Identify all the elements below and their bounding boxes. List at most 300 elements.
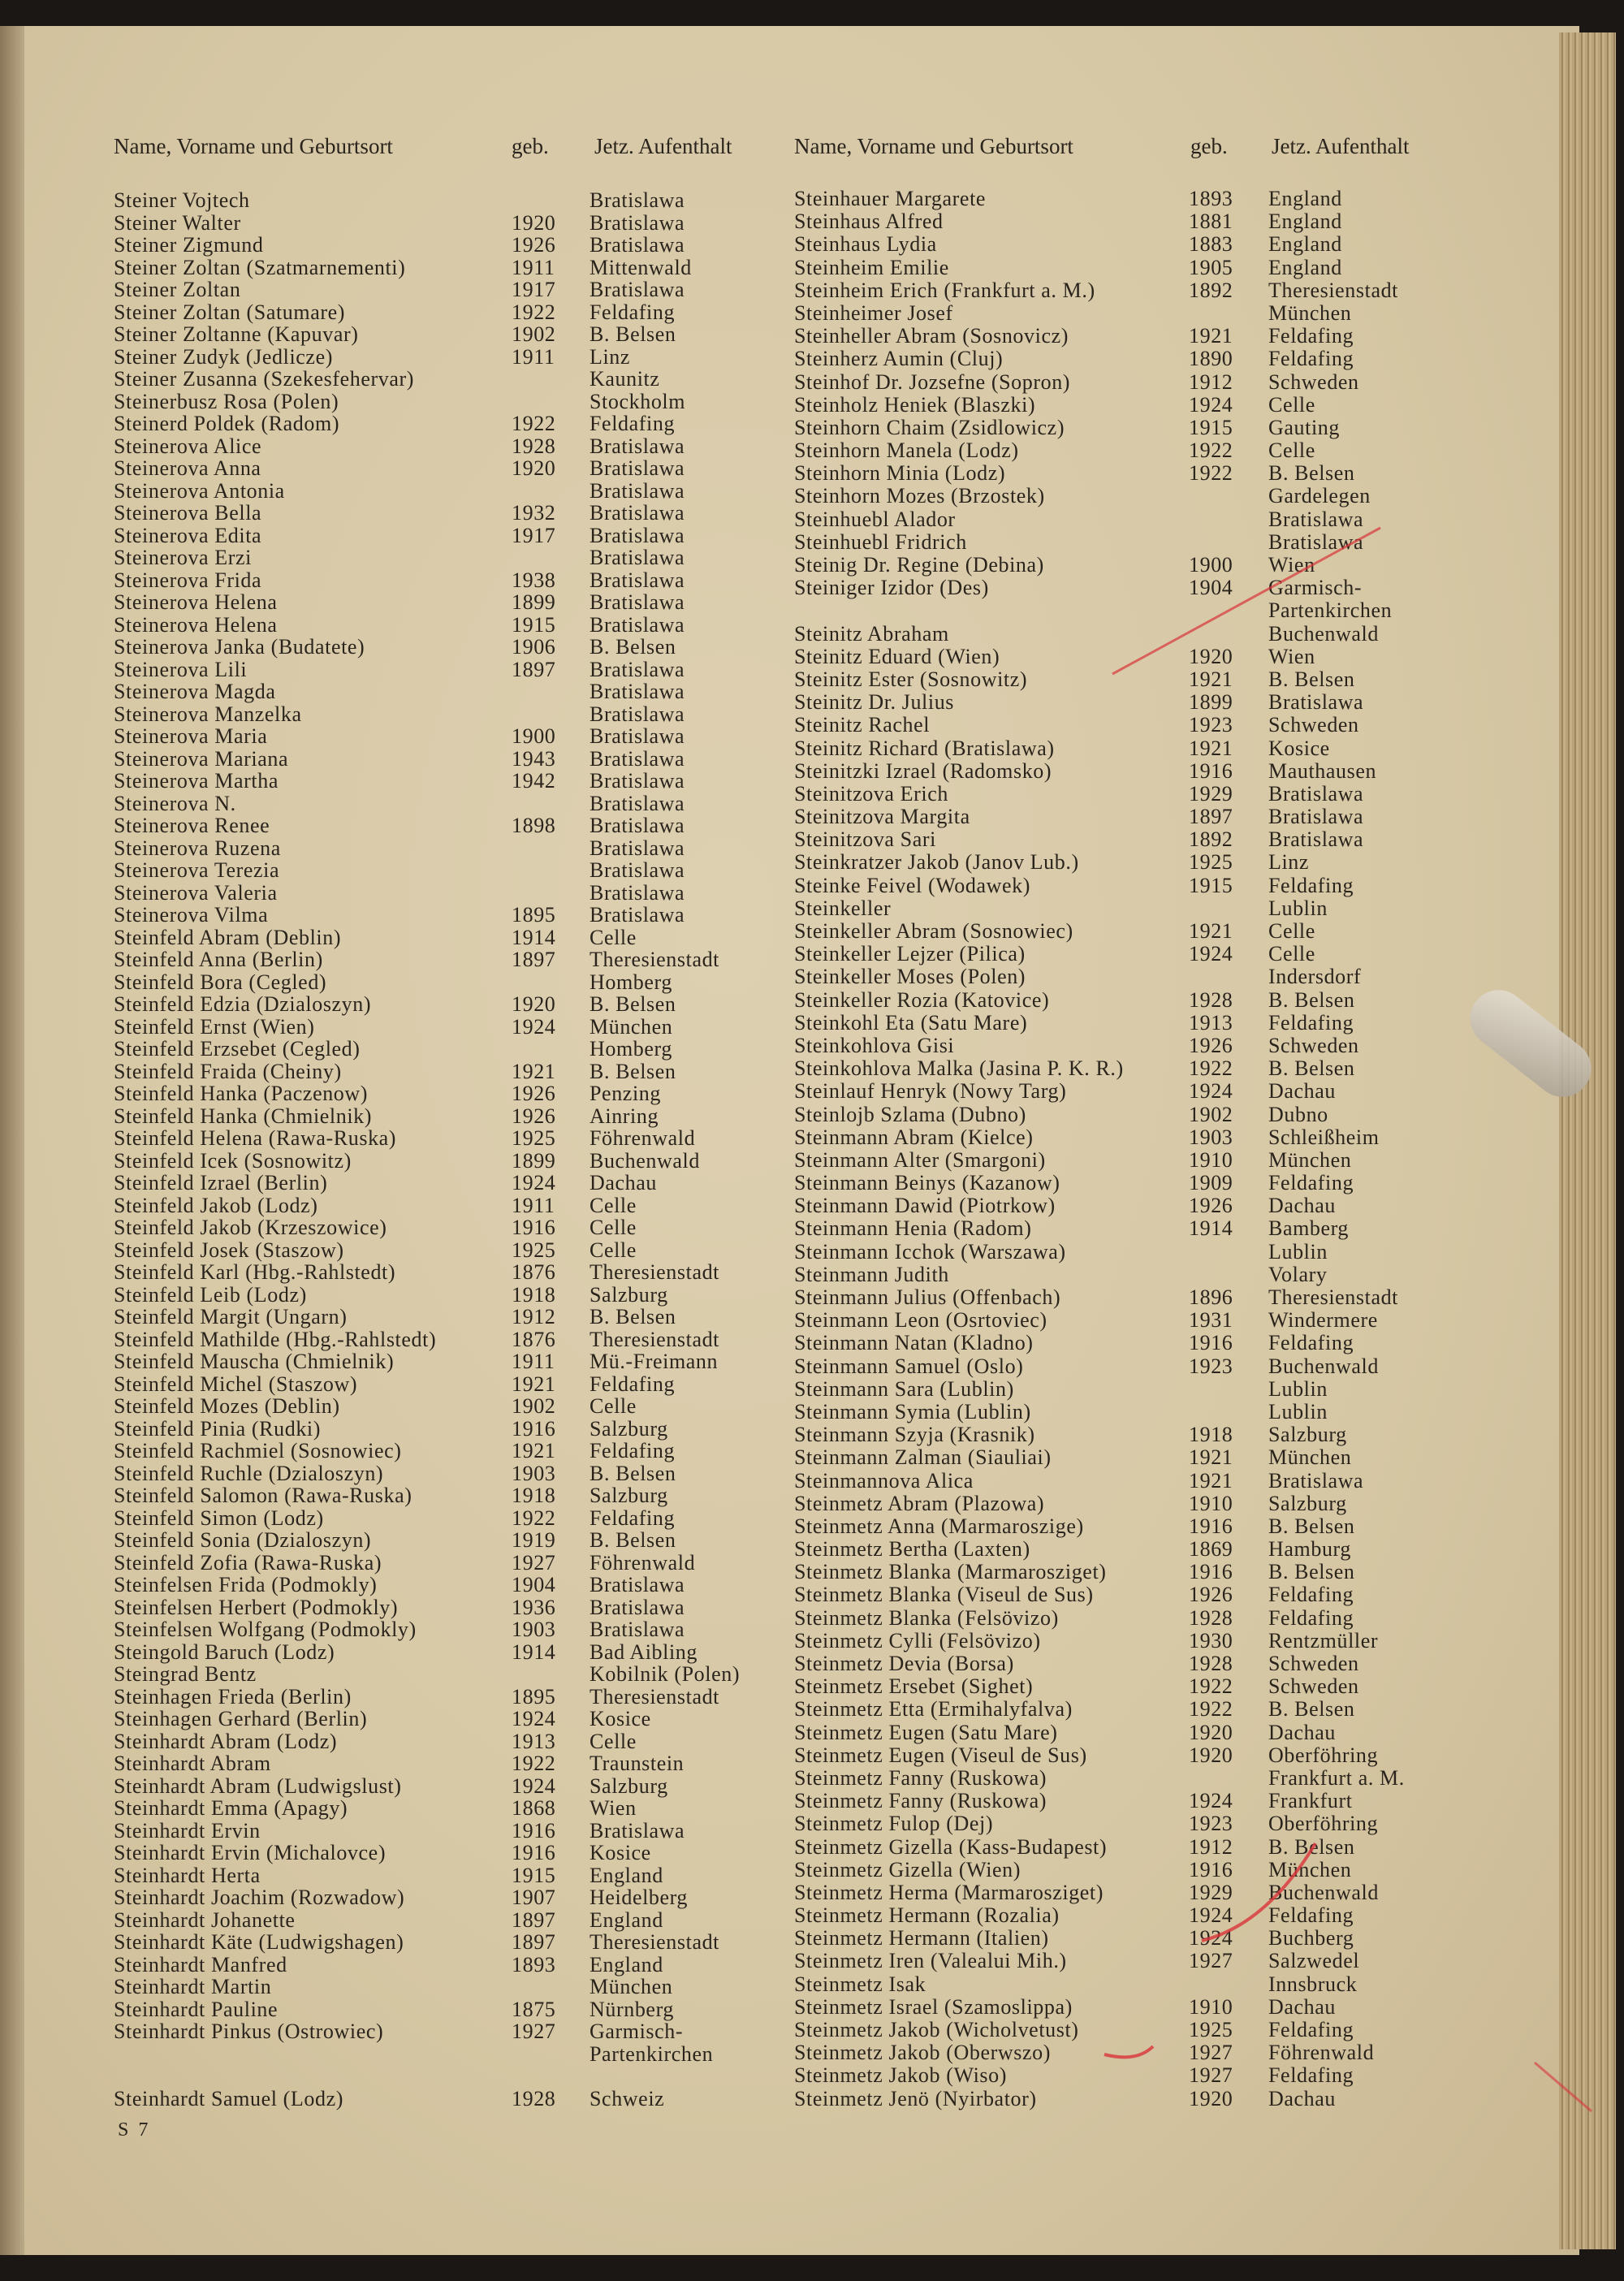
entry-place: Bratislawa (590, 456, 685, 480)
entry-year: 1914 (512, 1639, 556, 1664)
entry-year: 1917 (512, 523, 556, 547)
entry-place: Bratislawa (590, 858, 685, 882)
entry-place: Bratislawa (590, 478, 685, 503)
entry-year: 1916 (512, 1841, 556, 1864)
entry-name: Steinfeld Salomon (Rawa-Ruska) (114, 1484, 412, 1507)
entry-name: Steinkeller (794, 896, 892, 920)
entry-year: 1917 (512, 278, 556, 301)
entry-place: Schleißheim (1268, 1125, 1380, 1149)
entry-place: Mittenwald (590, 255, 692, 279)
entry-name: Steinfelsen Frida (Podmokly) (114, 1573, 378, 1596)
entry-place: Celle (590, 925, 637, 949)
entry-year: 1918 (1189, 1423, 1233, 1447)
entry-year: 1921 (512, 1059, 556, 1083)
entry-year: 1913 (512, 1729, 556, 1753)
entry-year: 1920 (1189, 1720, 1233, 1744)
entry-year: 1906 (512, 635, 556, 659)
entry-year: 1916 (1189, 758, 1233, 783)
entry-name: Steinmann Henia (Radom) (794, 1216, 1032, 1241)
entry-name: Steinhardt Käte (Ludwigshagen) (114, 1930, 404, 1954)
entry-year: 1902 (512, 322, 556, 346)
entry-name: Steinfelsen Herbert (Podmokly) (114, 1595, 399, 1619)
entry-year: 1897 (512, 657, 556, 681)
entry-place: Kobilnik (Polen) (590, 1662, 741, 1686)
entry-place: B. Belsen (590, 635, 676, 659)
entry-place: Wien (590, 1796, 637, 1820)
entry-name: Steinmannova Alica (794, 1468, 974, 1493)
entry-name: Steinmann Julius (Offenbach) (794, 1285, 1061, 1309)
entry-year: 1928 (1189, 1652, 1233, 1675)
entry-name: Steinmetz Iren (Valealui Mih.) (794, 1949, 1067, 1973)
entry-year: 1924 (512, 1171, 556, 1195)
entry-name: Steinmetz Jakob (Oberwszo) (794, 2041, 1051, 2065)
entry-name: Steinkeller Abram (Sosnowiec) (794, 919, 1073, 943)
entry-name: Steinhardt Martin (114, 1975, 272, 1998)
entry-year: 1927 (1189, 1949, 1233, 1973)
entry-year: 1926 (1189, 1033, 1233, 1057)
entry-place: Celle (590, 1394, 637, 1418)
entry-year: 1903 (512, 1618, 556, 1641)
entry-name: Steinkeller Moses (Polen) (794, 965, 1026, 989)
entry-place: Bratislawa (590, 791, 685, 815)
entry-place: Bratislawa (1268, 529, 1364, 554)
entry-year: 1910 (1189, 1491, 1233, 1515)
entry-place: Bratislawa (590, 278, 685, 301)
entry-year: 1921 (512, 1439, 556, 1462)
header-aufenthalt-left: Jetz. Aufenthalt (594, 134, 732, 158)
entry-place: Celle (1268, 942, 1315, 966)
entry-year: 1913 (1189, 1010, 1233, 1035)
entry-name: Steinmann Abram (Kielce) (794, 1125, 1034, 1149)
entry-name: Steinerova Janka (Budatete) (114, 635, 365, 659)
entry-place: Bratislawa (590, 1595, 685, 1619)
entry-year: 1910 (1189, 1994, 1233, 2019)
entry-place: Dachau (1268, 1079, 1336, 1104)
entry-name: Steinerova Erzi (114, 546, 252, 569)
entry-place: Bratislawa (590, 746, 685, 771)
entry-place: Dachau (1268, 1194, 1336, 1218)
entry-name: Steinkeller Rozia (Katovice) (794, 987, 1050, 1012)
entry-place: Salzburg (590, 1773, 668, 1798)
entry-name: Steinerova Ruzena (114, 836, 281, 860)
entry-place: B. Belsen (1268, 1514, 1355, 1538)
entry-name: Steinhagen Gerhard (Berlin) (114, 1707, 368, 1730)
entry-name: Steinhof Dr. Jozsefne (Sopron) (794, 369, 1071, 394)
entry-name: Steinerova Vilma (114, 903, 269, 927)
entry-year: 1922 (512, 1506, 556, 1530)
entry-place: Kosice (590, 1707, 651, 1730)
entry-place: England (1268, 210, 1342, 234)
entry-name: Steinlauf Henryk (Nowy Targ) (794, 1079, 1067, 1104)
entry-place: Feldafing (1268, 1171, 1354, 1195)
entry-place: Salzburg (1268, 1491, 1347, 1515)
entry-name: Steiner Walter (114, 210, 241, 235)
entry-year: 1921 (1189, 736, 1233, 760)
entry-year: 1916 (512, 1216, 556, 1239)
entry-name: Steinmetz Anna (Marmaroszige) (794, 1514, 1084, 1538)
entry-name: Steinmetz Etta (Ermihalyfalva) (794, 1697, 1073, 1722)
entry-place: Lublin (1268, 1239, 1328, 1264)
entry-name: Steiner Zoltan (114, 278, 241, 301)
entry-name: Steinheim Emilie (794, 255, 949, 279)
entry-name: Steinfeld Zofia (Rawa-Ruska) (114, 1550, 382, 1575)
entry-year: 1903 (512, 1461, 556, 1485)
entry-place: Stockholm (590, 389, 686, 413)
entry-year: 1928 (512, 2086, 556, 2110)
entry-place: Bratislawa (590, 568, 685, 592)
entry-name: Steinmann Beinys (Kazanow) (794, 1171, 1060, 1195)
entry-place: Garmisch- (590, 2020, 684, 2043)
entry-year: 1921 (1189, 1445, 1233, 1470)
entry-year: 1893 (1189, 187, 1233, 210)
entry-year: 1916 (1189, 1331, 1233, 1355)
entry-name: Steinerova N. (114, 791, 236, 815)
entry-name: Steinmann Samuel (Oslo) (794, 1354, 1024, 1378)
entry-name: Steinfeld Jakob (Lodz) (114, 1193, 318, 1217)
entry-year: 1896 (1189, 1285, 1233, 1309)
entry-place: Wien (1268, 644, 1315, 668)
entry-year: 1876 (512, 1327, 556, 1351)
entry-year: 1902 (1189, 1102, 1233, 1126)
entry-year: 1897 (1189, 805, 1233, 829)
entry-name: Steinmetz Cylli (Felsövizo) (794, 1628, 1041, 1652)
entry-place: Kosice (1268, 736, 1330, 760)
entry-name: Steinfeld Mathilde (Hbg.-Rahlstedt) (114, 1327, 437, 1351)
entry-name: Steinhuebl Alador (794, 507, 956, 531)
entry-place: B. Belsen (1268, 987, 1355, 1012)
entry-name: Steinitz Richard (Bratislawa) (794, 736, 1055, 760)
entry-place: Penzing (590, 1082, 661, 1105)
entry-place: Frankfurt a. M. (1268, 1765, 1405, 1790)
entry-place: Gauting (1268, 415, 1340, 439)
entry-name: Steinitz Rachel (794, 713, 931, 737)
entry-name: Steinhorn Minia (Lodz) (794, 461, 1006, 486)
entry-name: Steinerova Helena (114, 612, 278, 637)
entry-year: 1899 (1189, 690, 1233, 715)
entry-place: Bratislawa (590, 523, 685, 547)
entry-place: Feldafing (1268, 2063, 1354, 2088)
entry-place: Bratislawa (590, 1618, 685, 1641)
entry-year: 1875 (512, 1997, 556, 2021)
entry-place: Theresienstadt (590, 1684, 720, 1709)
entry-year: 1910 (1189, 1147, 1233, 1172)
entry-name: Steiner Zusanna (Szekesfehervar) (114, 367, 415, 391)
entry-place: Salzwedel (1268, 1949, 1360, 1973)
entry-place: Mauthausen (1268, 758, 1377, 783)
entry-year: 1900 (1189, 553, 1233, 577)
entry-place: Föhrenwald (590, 1126, 696, 1150)
entry-name: Steinmann Dawid (Piotrkow) (794, 1194, 1056, 1218)
entry-year: 1924 (512, 1773, 556, 1798)
entry-year: 1920 (1189, 1743, 1233, 1767)
entry-name: Steinkohlova Malka (Jasina P. K. R.) (794, 1056, 1124, 1081)
entry-year: 1912 (512, 1305, 556, 1328)
entry-year: 1936 (512, 1595, 556, 1619)
entry-year: 1876 (512, 1260, 556, 1284)
entry-name: Steinfeld Abram (Deblin) (114, 925, 342, 949)
entry-place: München (1268, 1147, 1352, 1172)
entry-name: Steinmetz Hermann (Rozalia) (794, 1903, 1060, 1928)
entry-name: Steinerova Terezia (114, 858, 280, 882)
entry-place: B. Belsen (590, 992, 676, 1016)
entry-place: Celle (590, 1193, 637, 1217)
entry-name: Steiner Zigmund (114, 233, 264, 257)
entry-name: Steinheimer Josef (794, 300, 953, 325)
entry-place: Feldafing (590, 1439, 676, 1462)
entry-place: England (1268, 187, 1342, 210)
entry-place: B. Belsen (590, 1528, 676, 1552)
entry-name: Steinmetz Fanny (Ruskowa) (794, 1789, 1047, 1813)
entry-year: 1899 (512, 590, 556, 614)
entry-year: 1902 (512, 1394, 556, 1418)
entry-year: 1905 (1189, 255, 1233, 279)
entry-place: Salzburg (590, 1416, 668, 1441)
entry-place: Feldafing (1268, 1903, 1354, 1928)
entry-place: Wien (1268, 553, 1315, 577)
entry-year: 1922 (512, 1752, 556, 1775)
entry-name: Steinmetz Bertha (Laxten) (794, 1537, 1030, 1562)
entry-place: Schweden (1268, 1674, 1359, 1699)
entry-name: Steinhauer Margarete (794, 187, 987, 210)
entry-name: Steinke Feivel (Wodawek) (794, 873, 1031, 897)
entry-year: 1930 (1189, 1628, 1233, 1652)
entry-year: 1931 (1189, 1308, 1233, 1333)
entry-name: Steinitzki Izrael (Radomsko) (794, 758, 1052, 783)
entry-place: B. Belsen (1268, 461, 1355, 486)
entry-name: Steinkratzer Jakob (Janov Lub.) (794, 850, 1079, 875)
entry-name: Steinitz Eduard (Wien) (794, 644, 1000, 668)
entry-place: Volary (1268, 1262, 1328, 1286)
entry-name: Steinmann Alter (Smargoni) (794, 1147, 1046, 1172)
entry-name: Steinfeld Margit (Ungarn) (114, 1305, 348, 1328)
entry-place: Celle (1268, 392, 1315, 417)
entry-year: 1924 (1189, 1079, 1233, 1104)
entry-year: 1922 (1189, 1697, 1233, 1722)
entry-place: Feldafing (1268, 1583, 1354, 1607)
entry-name: Steinhorn Mozes (Brzostek) (794, 484, 1045, 508)
entry-year: 1924 (1189, 1926, 1233, 1951)
entry-year: 1903 (1189, 1125, 1233, 1149)
entry-place: Homberg (590, 1037, 672, 1061)
entry-year: 1907 (512, 1886, 556, 1909)
entry-place: Feldafing (1268, 1331, 1354, 1355)
entry-year: 1920 (512, 210, 556, 235)
entry-name: Steinherz Aumin (Cluj) (794, 347, 1004, 371)
entry-place: Dachau (1268, 1994, 1336, 2019)
entry-place: Bratislawa (590, 590, 685, 614)
entry-year: 1925 (1189, 2018, 1233, 2041)
entry-name: Steinmann Sara (Lublin) (794, 1376, 1014, 1401)
entry-place: Theresienstadt (590, 1260, 720, 1284)
entry-place: Schweden (1268, 1033, 1359, 1057)
entry-place: Dachau (1268, 2086, 1336, 2110)
entry-name: Steinmetz Eugen (Satu Mare) (794, 1720, 1058, 1744)
entry-name: Steinhardt Samuel (Lodz) (114, 2086, 343, 2110)
entry-year: 1909 (1189, 1171, 1233, 1195)
entry-year: 1898 (512, 814, 556, 837)
entry-place: Bratislawa (1268, 690, 1364, 715)
entry-name: Steinfeld Anna (Berlin) (114, 948, 323, 971)
entry-name: Steiner Zoltan (Satumare) (114, 300, 346, 324)
entry-place: Partenkirchen (1268, 598, 1393, 623)
entry-place: Kosice (590, 1841, 651, 1864)
entry-place: München (590, 1975, 673, 1998)
entry-year: 1920 (1189, 2086, 1233, 2110)
entry-place: Schweiz (590, 2086, 665, 2110)
entry-name: Steinerova Mariana (114, 746, 289, 771)
entry-year: 1914 (1189, 1216, 1233, 1241)
entry-name: Steinfeld Rachmiel (Sosnowiec) (114, 1439, 402, 1462)
entry-place: England (590, 1907, 663, 1932)
entry-year: 1890 (1189, 347, 1233, 371)
entry-name: Steiner Zoltan (Szatmarnementi) (114, 255, 406, 279)
entry-name: Steinmetz Blanka (Felsövizo) (794, 1605, 1059, 1630)
entry-name: Steinitzova Erich (794, 781, 948, 806)
entry-place: München (1268, 1445, 1352, 1470)
entry-name: Steinfeld Simon (Lodz) (114, 1506, 324, 1530)
entry-year: 1922 (512, 300, 556, 324)
header-geb-left: geb. (512, 134, 549, 158)
entry-place: Gardelegen (1268, 484, 1371, 508)
entry-place: Mü.-Freimann (590, 1350, 719, 1373)
entry-place: Bratislawa (1268, 827, 1364, 852)
entry-place: Bratislawa (590, 657, 685, 681)
entry-place: Buchenwald (1268, 1880, 1379, 1904)
entry-place: Theresienstadt (1268, 1285, 1399, 1309)
entry-place: Feldafing (1268, 1605, 1354, 1630)
entry-place: B. Belsen (590, 1059, 676, 1083)
entry-year: 1921 (1189, 324, 1233, 348)
entry-name: Steinhagen Frieda (Berlin) (114, 1684, 352, 1709)
entry-year: 1923 (1189, 1812, 1233, 1836)
entry-year: 1926 (1189, 1194, 1233, 1218)
entry-place: Oberföhring (1268, 1812, 1379, 1836)
entry-place: Feldafing (1268, 873, 1354, 897)
entry-name: Steinmann Natan (Kladno) (794, 1331, 1034, 1355)
entry-name: Steinhardt Manfred (114, 1952, 287, 1976)
entry-place: Bratislawa (1268, 1468, 1364, 1493)
entry-year: 1912 (1189, 1834, 1233, 1859)
entry-year: 1921 (512, 1372, 556, 1396)
entry-place: Bratislawa (590, 680, 685, 703)
entry-year: 1883 (1189, 232, 1233, 257)
header-geb-right: geb. (1190, 134, 1228, 158)
entry-place: England (590, 1863, 663, 1887)
entry-name: Steinmetz Israel (Szamoslippa) (794, 1994, 1073, 2019)
entry-place: Bratislawa (590, 501, 685, 525)
entry-year: 1916 (1189, 1514, 1233, 1538)
entry-name: Steinmetz Isak (794, 1972, 926, 1996)
entry-name: Steinhardt Ervin (114, 1818, 261, 1843)
entry-year: 1922 (1189, 461, 1233, 486)
header-name-right: Name, Vorname und Geburtsort (794, 134, 1073, 158)
entry-name: Steinfeld Helena (Rawa-Ruska) (114, 1126, 397, 1150)
entry-year: 1893 (512, 1952, 556, 1976)
entry-place: Feldafing (1268, 324, 1354, 348)
entry-place: Bratislawa (590, 546, 685, 569)
entry-year: 1904 (512, 1573, 556, 1596)
entry-year: 1912 (1189, 369, 1233, 394)
entry-name: Steinmetz Fanny (Ruskowa) (794, 1765, 1047, 1790)
entry-year: 1927 (512, 1550, 556, 1575)
entry-name: Steinitz Abraham (794, 621, 949, 646)
entry-year: 1916 (1189, 1857, 1233, 1881)
entry-place: B. Belsen (590, 1305, 676, 1328)
entry-name: Steinmann Leon (Osrtoviec) (794, 1308, 1047, 1333)
entry-place: Buchberg (1268, 1926, 1354, 1951)
entry-year: 1915 (512, 1863, 556, 1887)
entry-name: Steinfeld Ernst (Wien) (114, 1014, 315, 1039)
signature-mark: S 7 (118, 2119, 151, 2141)
entry-year: 1929 (1189, 1880, 1233, 1904)
entry-year: 1892 (1189, 278, 1233, 302)
entry-place: Bratislawa (590, 612, 685, 637)
entry-place: Ainring (590, 1104, 659, 1128)
entry-name: Steinfeld Jakob (Krzeszowice) (114, 1216, 387, 1239)
entry-place: Bad Aibling (590, 1639, 698, 1664)
entry-name: Steinfeld Leib (Lodz) (114, 1282, 307, 1307)
entry-name: Steinmetz Jakob (Wiso) (794, 2063, 1007, 2088)
entry-name: Steinfeld Hanka (Paczenow) (114, 1082, 369, 1105)
entry-place: Theresienstadt (590, 1930, 720, 1954)
entry-year: 1924 (512, 1014, 556, 1039)
entry-year: 1924 (1189, 1903, 1233, 1928)
entry-name: Steinmetz Fulop (Dej) (794, 1812, 994, 1836)
entry-year: 1922 (512, 412, 556, 435)
entry-name: Steinfeld Karl (Hbg.-Rahlstedt) (114, 1260, 396, 1284)
entry-year: 1921 (1189, 1468, 1233, 1493)
entry-year: 1927 (1189, 2063, 1233, 2088)
entry-name: Steinfeld Sonia (Dzialoszyn) (114, 1528, 372, 1552)
entry-year: 1904 (1189, 576, 1233, 600)
entry-name: Steinmann Icchok (Warszawa) (794, 1239, 1066, 1264)
entry-name: Steinhorn Manela (Lodz) (794, 438, 1019, 463)
entry-place: Traunstein (590, 1752, 685, 1775)
entry-year: 1925 (512, 1126, 556, 1150)
entry-name: Steinhardt Emma (Apagy) (114, 1796, 348, 1820)
entry-name: Steinerova Edita (114, 523, 262, 547)
entry-place: Buchenwald (1268, 621, 1379, 646)
entry-place: Frankfurt (1268, 1789, 1353, 1813)
entry-year: 1920 (1189, 644, 1233, 668)
entry-name: Steinfelsen Wolfgang (Podmokly) (114, 1618, 417, 1641)
entry-place: Theresienstadt (590, 948, 720, 971)
entry-place: München (1268, 1857, 1352, 1881)
entry-name: Steinmann Judith (794, 1262, 949, 1286)
entry-place: Bratislawa (590, 434, 685, 458)
entry-name: Steinmetz Devia (Borsa) (794, 1652, 1014, 1675)
entry-name: Steinerova Maria (114, 724, 268, 748)
entry-name: Steinmann Szyja (Krasnik) (794, 1423, 1035, 1447)
entry-year: 1922 (1189, 1674, 1233, 1699)
entry-place: Theresienstadt (1268, 278, 1399, 302)
entry-place: B. Belsen (590, 1461, 676, 1485)
entry-name: Steinitzova Margita (794, 805, 970, 829)
entry-name: Steinmetz Gizella (Wien) (794, 1857, 1021, 1881)
entry-name: Steiner Vojtech (114, 188, 250, 212)
entry-name: Steinholz Heniek (Blaszki) (794, 392, 1036, 417)
entry-name: Steinheller Abram (Sosnovicz) (794, 324, 1069, 348)
entry-place: Linz (590, 344, 631, 369)
entry-place: Bratislawa (1268, 781, 1364, 806)
entry-place: Garmisch- (1268, 576, 1363, 600)
entry-name: Steinerova Antonia (114, 478, 285, 503)
entry-name: Steinhaus Alfred (794, 210, 944, 234)
entry-name: Steinerova Lili (114, 657, 248, 681)
entry-place: Innsbruck (1268, 1972, 1358, 1996)
entry-place: Schweden (1268, 713, 1359, 737)
entry-place: Lublin (1268, 1399, 1328, 1423)
